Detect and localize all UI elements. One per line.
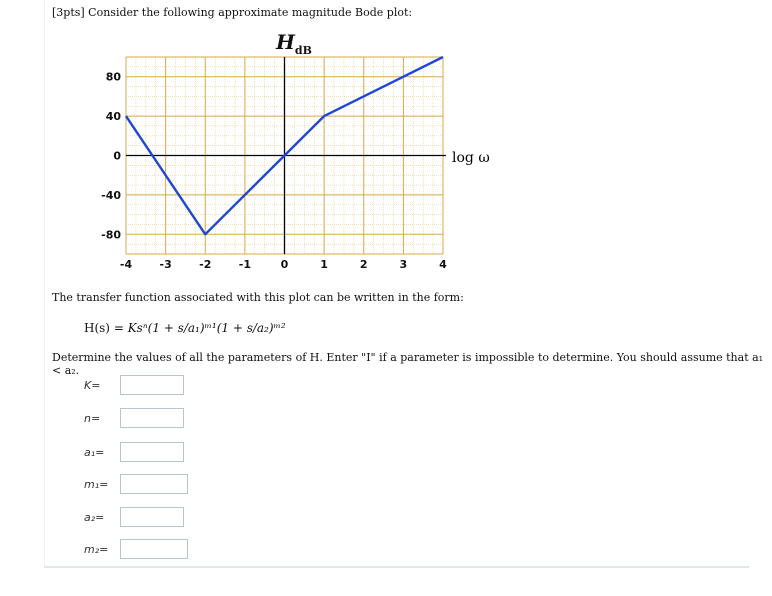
description-text: The transfer function associated with this plot can be written in the form: xyxy=(52,291,464,304)
field-label-a2: a₂= xyxy=(84,510,105,524)
field-label-m1: m₁= xyxy=(84,477,109,491)
field-label-m2: m₂= xyxy=(84,542,109,556)
y-tick-label: -40 xyxy=(101,188,121,202)
x-tick-label: -2 xyxy=(199,258,212,271)
field-row-n xyxy=(84,407,184,429)
x-tick-label: 4 xyxy=(439,258,447,271)
bode-plot xyxy=(0,0,772,290)
x-tick-label: 1 xyxy=(320,258,328,271)
x-tick-label: 3 xyxy=(399,258,408,271)
m2-input[interactable] xyxy=(120,539,188,559)
field-label-a1: a₁= xyxy=(84,445,105,459)
field-row-k xyxy=(84,374,184,396)
field-label-n: n= xyxy=(84,411,101,425)
field-label-k: K= xyxy=(84,378,101,392)
plot-title-main: H xyxy=(276,30,295,54)
x-tick-label: -4 xyxy=(119,258,133,271)
field-row-a1 xyxy=(84,441,184,463)
instructions-text: Determine the values of all the parameters of H. Enter "I" if a parameter is impossible to determine. You should assume that a₁ < a₂. xyxy=(52,351,764,377)
a1-input[interactable] xyxy=(120,442,184,462)
field-row-a2 xyxy=(84,506,184,528)
m1-input[interactable] xyxy=(120,474,188,494)
formula-rhs: = Ksⁿ(1 + s/a₁)ᵐ¹(1 + s/a₂)ᵐ² xyxy=(113,321,286,335)
formula-lhs: H(s) xyxy=(84,321,110,335)
transfer-function-formula xyxy=(84,321,286,335)
field-row-m1 xyxy=(84,473,188,495)
x-axis-label: log ω xyxy=(452,150,490,166)
y-tick-label: 0 xyxy=(113,149,121,163)
field-row-m2 xyxy=(84,538,188,560)
y-tick-label: -80 xyxy=(101,228,121,242)
question-prompt: [3pts] Consider the following approximate magnitude Bode plot: xyxy=(52,6,413,19)
y-tick-label: 40 xyxy=(105,110,121,124)
y-tick-label: 80 xyxy=(105,70,121,84)
x-tick-label: -3 xyxy=(159,258,172,271)
k-input[interactable] xyxy=(120,375,184,395)
plot-title-sub: dB xyxy=(294,44,312,57)
plot-ticks xyxy=(101,71,447,271)
x-tick-label: -1 xyxy=(238,258,251,271)
x-tick-label: 0 xyxy=(280,258,289,271)
n-input[interactable] xyxy=(120,408,184,428)
a2-input[interactable] xyxy=(120,507,184,527)
x-tick-label: 2 xyxy=(359,258,368,271)
